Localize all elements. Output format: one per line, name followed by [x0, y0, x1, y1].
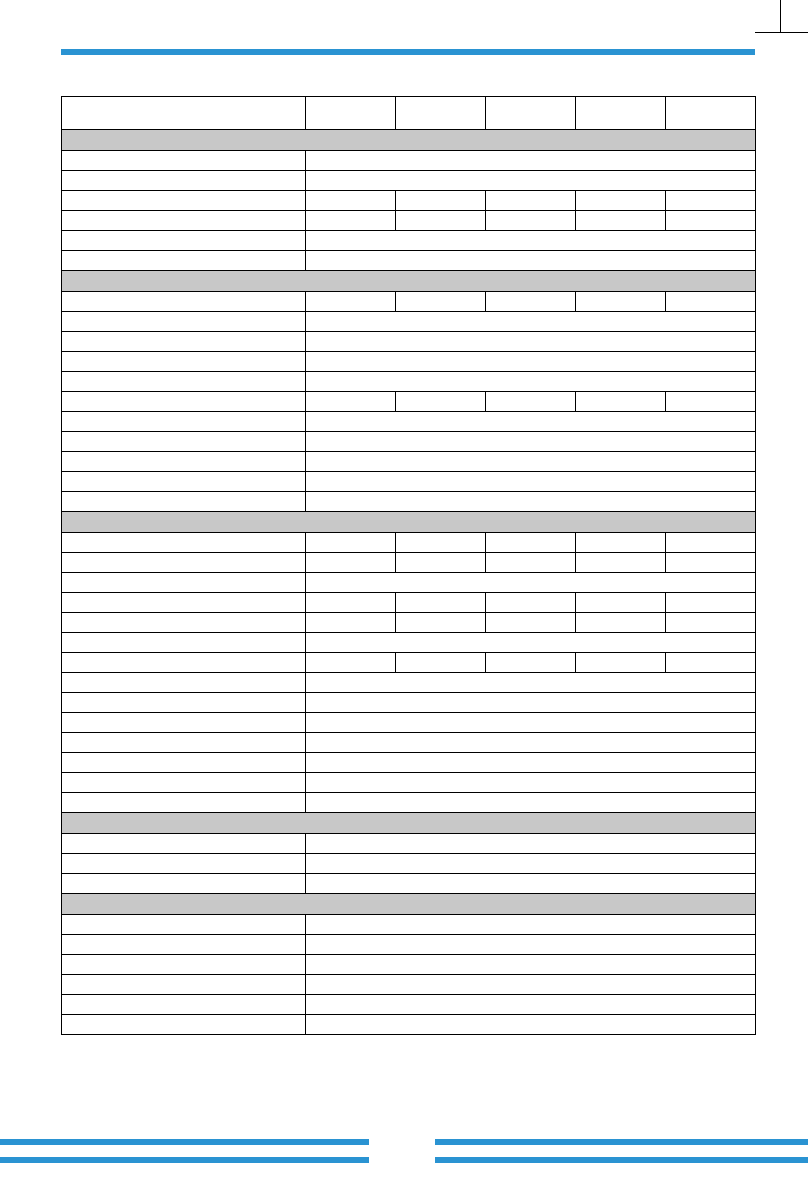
row-value-cell: [396, 593, 486, 613]
row-value: [306, 352, 756, 372]
row-value: [306, 673, 756, 693]
row-value-cell: [576, 613, 666, 633]
crop-mark-horizontal: [755, 32, 808, 33]
header-model-cell: [576, 97, 666, 130]
row-value: [306, 834, 756, 854]
table-row: [62, 854, 756, 874]
footer-accent-bar-left-upper: [0, 1139, 369, 1145]
row-value: [306, 412, 756, 432]
section-header-row: [62, 271, 756, 292]
row-label: [62, 492, 306, 512]
row-label: [62, 713, 306, 733]
row-value-cell: [576, 292, 666, 312]
row-value-cell: [486, 211, 576, 231]
section-header-row: [62, 512, 756, 533]
row-value-cell: [396, 392, 486, 412]
header-model-cell: [306, 97, 396, 130]
row-label: [62, 472, 306, 492]
row-label: [62, 753, 306, 773]
row-value-cell: [576, 191, 666, 211]
row-value: [306, 151, 756, 171]
row-value: [306, 633, 756, 653]
row-label: [62, 392, 306, 412]
row-value-cell: [666, 593, 756, 613]
table-row: [62, 793, 756, 813]
header-label-cell: [62, 97, 306, 130]
row-value: [306, 793, 756, 813]
row-value-cell: [396, 553, 486, 573]
row-value-cell: [306, 292, 396, 312]
row-value-cell: [486, 392, 576, 412]
row-value-cell: [666, 553, 756, 573]
footer-accent-bar-right-upper: [435, 1139, 808, 1145]
table-row: [62, 773, 756, 793]
row-value-cell: [576, 653, 666, 673]
table-row: [62, 392, 756, 412]
row-value-cell: [666, 191, 756, 211]
row-value-cell: [666, 613, 756, 633]
row-value: [306, 975, 756, 995]
row-label: [62, 533, 306, 553]
row-value: [306, 573, 756, 593]
row-value-cell: [666, 653, 756, 673]
row-value-cell: [396, 533, 486, 553]
row-label: [62, 352, 306, 372]
row-value-cell: [486, 191, 576, 211]
table-row: [62, 251, 756, 271]
row-label: [62, 191, 306, 211]
row-value: [306, 452, 756, 472]
table-row: [62, 191, 756, 211]
table-row: [62, 292, 756, 312]
row-value-cell: [396, 191, 486, 211]
row-label: [62, 251, 306, 271]
row-label: [62, 171, 306, 191]
section-title: [62, 512, 756, 533]
row-value-cell: [306, 593, 396, 613]
row-value-cell: [666, 533, 756, 553]
table-row: [62, 975, 756, 995]
table-row: [62, 573, 756, 593]
table-row: [62, 995, 756, 1015]
row-label: [62, 412, 306, 432]
row-label: [62, 452, 306, 472]
table-row: [62, 593, 756, 613]
table-row: [62, 713, 756, 733]
row-label: [62, 915, 306, 935]
row-value-cell: [306, 392, 396, 412]
table-row: [62, 935, 756, 955]
row-value: [306, 472, 756, 492]
row-label: [62, 793, 306, 813]
row-label: [62, 653, 306, 673]
row-label: [62, 151, 306, 171]
header-accent-bar: [61, 49, 755, 55]
row-value: [306, 312, 756, 332]
table-row: [62, 231, 756, 251]
section-header-row: [62, 130, 756, 151]
table-row: [62, 211, 756, 231]
row-value: [306, 492, 756, 512]
row-value: [306, 935, 756, 955]
table-row: [62, 613, 756, 633]
row-value-cell: [576, 553, 666, 573]
row-value-cell: [306, 553, 396, 573]
row-label: [62, 874, 306, 894]
table-row: [62, 733, 756, 753]
row-label: [62, 955, 306, 975]
row-value: [306, 955, 756, 975]
table-row: [62, 432, 756, 452]
row-label: [62, 613, 306, 633]
row-value-cell: [666, 292, 756, 312]
row-value: [306, 693, 756, 713]
row-label: [62, 995, 306, 1015]
footer-accent-bar-left-lower: [0, 1157, 369, 1163]
row-value: [306, 874, 756, 894]
table-row: [62, 472, 756, 492]
spec-table-body: [62, 97, 756, 1035]
row-label: [62, 1015, 306, 1035]
row-value-cell: [666, 211, 756, 231]
row-value-cell: [486, 533, 576, 553]
row-label: [62, 593, 306, 613]
row-value: [306, 432, 756, 452]
row-value: [306, 995, 756, 1015]
table-row: [62, 492, 756, 512]
table-row: [62, 955, 756, 975]
row-value: [306, 332, 756, 352]
spec-table: [61, 96, 756, 1035]
row-value-cell: [666, 392, 756, 412]
row-label: [62, 854, 306, 874]
table-row: [62, 412, 756, 432]
table-row: [62, 753, 756, 773]
section-title: [62, 130, 756, 151]
row-value: [306, 773, 756, 793]
row-label: [62, 633, 306, 653]
header-model-cell: [396, 97, 486, 130]
table-row: [62, 533, 756, 553]
crop-mark-vertical: [780, 0, 781, 33]
row-value: [306, 372, 756, 392]
table-row: [62, 673, 756, 693]
header-model-cell: [666, 97, 756, 130]
section-header-row: [62, 894, 756, 915]
row-value-cell: [306, 191, 396, 211]
row-value: [306, 753, 756, 773]
row-label: [62, 693, 306, 713]
row-label: [62, 673, 306, 693]
row-value-cell: [396, 211, 486, 231]
table-row: [62, 372, 756, 392]
row-label: [62, 211, 306, 231]
section-title: [62, 271, 756, 292]
row-label: [62, 292, 306, 312]
row-value: [306, 1015, 756, 1035]
header-model-cell: [486, 97, 576, 130]
table-row: [62, 312, 756, 332]
row-value-cell: [396, 613, 486, 633]
row-value-cell: [306, 211, 396, 231]
table-row: [62, 553, 756, 573]
row-value: [306, 733, 756, 753]
table-row: [62, 332, 756, 352]
row-value-cell: [576, 392, 666, 412]
table-row: [62, 874, 756, 894]
row-value-cell: [576, 593, 666, 613]
row-label: [62, 573, 306, 593]
table-row: [62, 915, 756, 935]
row-value-cell: [486, 653, 576, 673]
footer-accent-bar-right-lower: [435, 1157, 808, 1163]
row-label: [62, 332, 306, 352]
row-value: [306, 231, 756, 251]
table-row: [62, 452, 756, 472]
row-label: [62, 312, 306, 332]
row-value-cell: [576, 533, 666, 553]
table-row: [62, 352, 756, 372]
row-value-cell: [306, 653, 396, 673]
row-value-cell: [396, 292, 486, 312]
row-label: [62, 372, 306, 392]
table-row: [62, 834, 756, 854]
row-value: [306, 713, 756, 733]
row-label: [62, 432, 306, 452]
row-value-cell: [486, 613, 576, 633]
row-label: [62, 231, 306, 251]
table-row: [62, 1015, 756, 1035]
row-value-cell: [396, 653, 486, 673]
row-label: [62, 975, 306, 995]
row-value: [306, 854, 756, 874]
row-value-cell: [576, 211, 666, 231]
row-value: [306, 171, 756, 191]
row-value-cell: [306, 533, 396, 553]
section-title: [62, 894, 756, 915]
table-header-row: [62, 97, 756, 130]
row-value-cell: [486, 292, 576, 312]
row-label: [62, 553, 306, 573]
row-value: [306, 251, 756, 271]
row-value-cell: [306, 613, 396, 633]
section-header-row: [62, 813, 756, 834]
row-label: [62, 773, 306, 793]
table-row: [62, 653, 756, 673]
row-label: [62, 733, 306, 753]
row-value: [306, 915, 756, 935]
row-label: [62, 834, 306, 854]
table-row: [62, 633, 756, 653]
table-row: [62, 171, 756, 191]
row-label: [62, 935, 306, 955]
row-value-cell: [486, 553, 576, 573]
row-value-cell: [486, 593, 576, 613]
section-title: [62, 813, 756, 834]
table-row: [62, 151, 756, 171]
table-row: [62, 693, 756, 713]
